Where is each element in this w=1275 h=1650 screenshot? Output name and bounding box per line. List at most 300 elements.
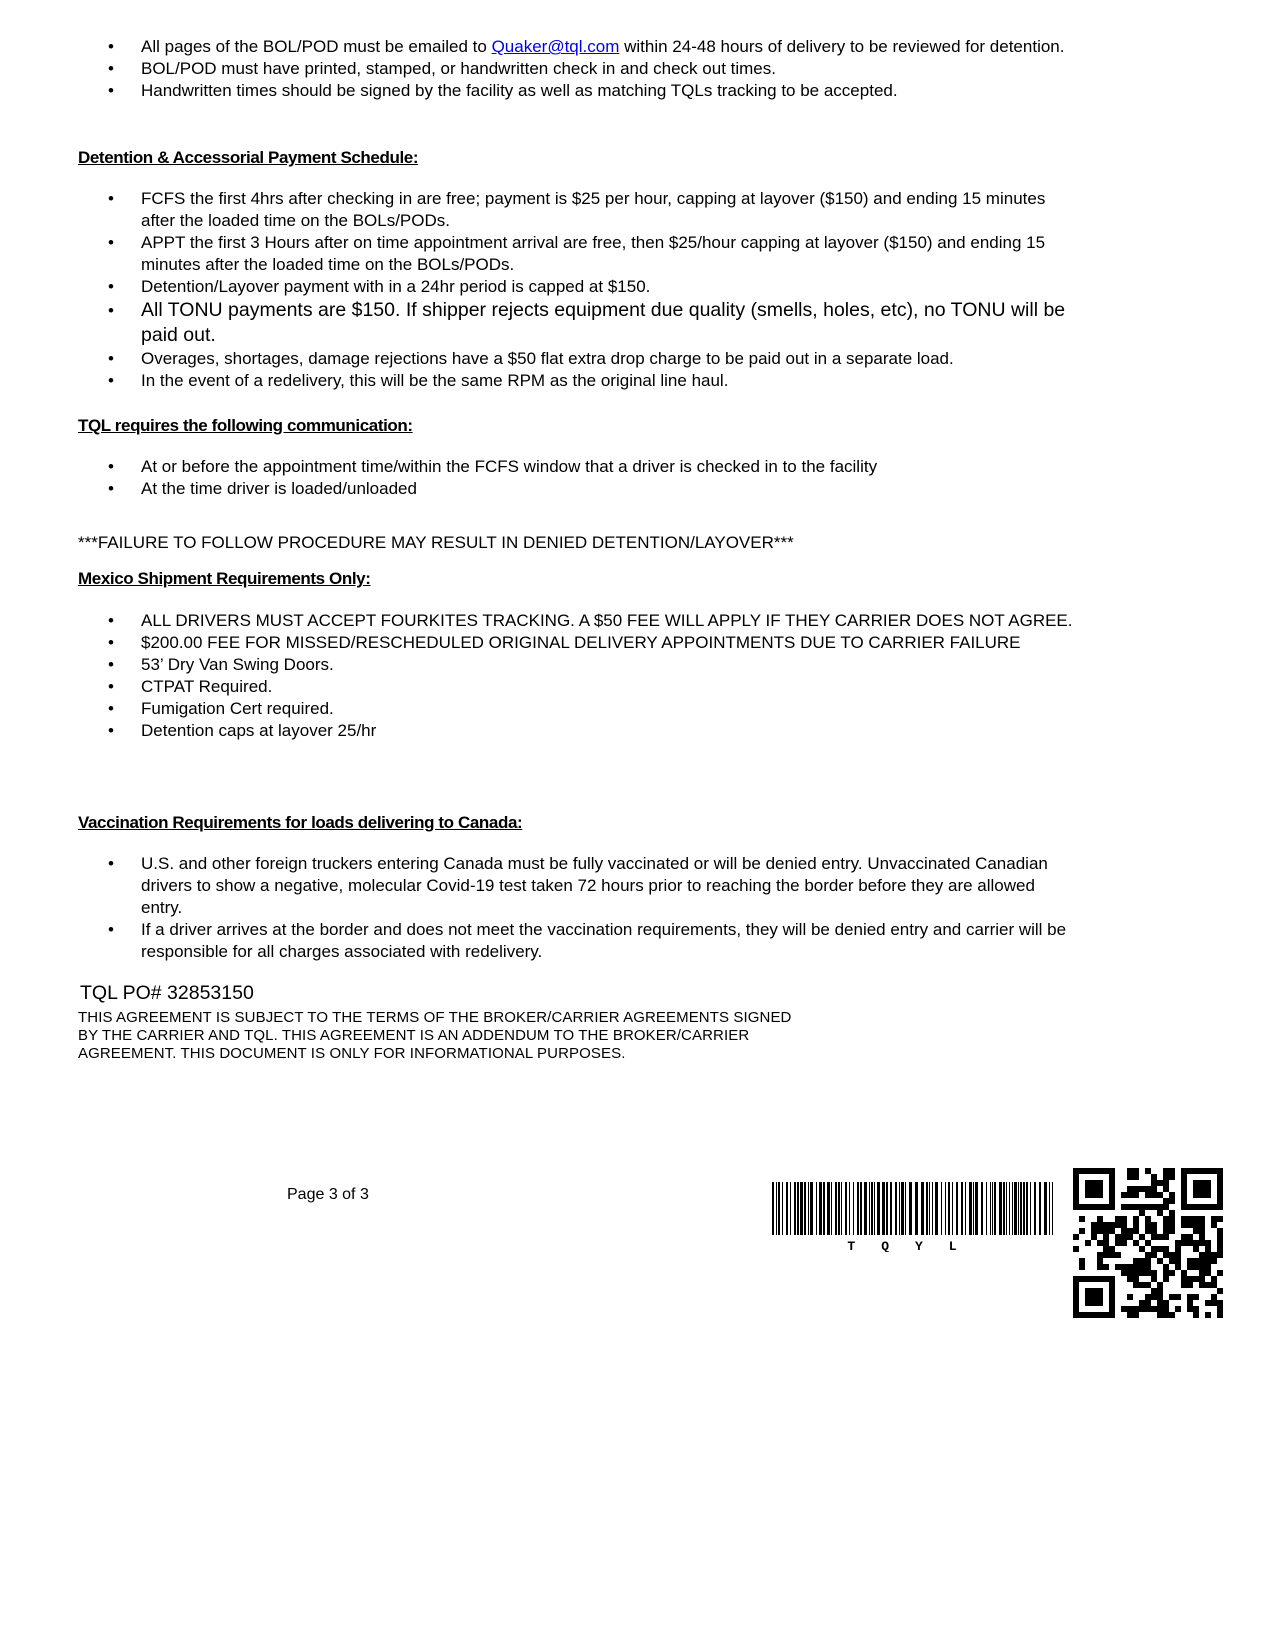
qr-module bbox=[1163, 1168, 1169, 1174]
qr-module bbox=[1139, 1300, 1145, 1306]
qr-module bbox=[1169, 1174, 1175, 1180]
qr-module bbox=[1193, 1276, 1199, 1282]
qr-module bbox=[1091, 1228, 1097, 1234]
mexico-list bbox=[79, 610, 1079, 742]
qr-module bbox=[1109, 1288, 1115, 1294]
qr-module bbox=[1217, 1252, 1223, 1258]
qr-module bbox=[1109, 1312, 1115, 1318]
qr-module bbox=[1133, 1312, 1139, 1318]
qr-module bbox=[1073, 1306, 1079, 1312]
qr-module bbox=[1181, 1270, 1187, 1276]
barcode-bar bbox=[849, 1182, 850, 1235]
qr-module bbox=[1133, 1264, 1139, 1270]
qr-module bbox=[1151, 1270, 1157, 1276]
qr-module bbox=[1181, 1204, 1187, 1210]
qr-module bbox=[1085, 1186, 1091, 1192]
qr-module bbox=[1217, 1192, 1223, 1198]
qr-module bbox=[1145, 1282, 1151, 1288]
qr-module bbox=[1103, 1228, 1109, 1234]
qr-module bbox=[1133, 1270, 1139, 1276]
qr-module bbox=[1217, 1300, 1223, 1306]
qr-module bbox=[1151, 1234, 1157, 1240]
barcode-bar bbox=[790, 1182, 791, 1235]
qr-module bbox=[1121, 1228, 1127, 1234]
qr-module bbox=[1121, 1240, 1127, 1246]
qr-module bbox=[1187, 1282, 1193, 1288]
qr-module bbox=[1163, 1204, 1169, 1210]
qr-module bbox=[1085, 1240, 1091, 1246]
barcode-bar bbox=[827, 1182, 830, 1235]
qr-module bbox=[1109, 1306, 1115, 1312]
barcode-bar bbox=[1030, 1182, 1031, 1235]
qr-module bbox=[1151, 1204, 1157, 1210]
qr-module bbox=[1157, 1210, 1163, 1216]
qr-module bbox=[1115, 1252, 1121, 1258]
qr-module bbox=[1079, 1228, 1085, 1234]
list-item: • At the time driver is loaded/unloaded bbox=[79, 478, 1079, 500]
qr-module bbox=[1097, 1216, 1103, 1222]
qr-module bbox=[1127, 1294, 1133, 1300]
qr-module bbox=[1073, 1234, 1079, 1240]
qr-module bbox=[1181, 1186, 1187, 1192]
qr-module bbox=[1103, 1312, 1109, 1318]
qr-module bbox=[1103, 1168, 1109, 1174]
qr-module bbox=[1085, 1204, 1091, 1210]
barcode-bar bbox=[1023, 1182, 1025, 1235]
qr-module bbox=[1079, 1312, 1085, 1318]
barcode-bar bbox=[886, 1182, 888, 1235]
qr-module bbox=[1193, 1240, 1199, 1246]
barcode-bar bbox=[994, 1182, 996, 1235]
qr-module bbox=[1193, 1306, 1199, 1312]
qr-module bbox=[1211, 1294, 1217, 1300]
qr-module bbox=[1133, 1168, 1139, 1174]
qr-module bbox=[1199, 1192, 1205, 1198]
qr-module bbox=[1193, 1216, 1199, 1222]
qr-module bbox=[1121, 1216, 1127, 1222]
qr-module bbox=[1139, 1186, 1145, 1192]
qr-module bbox=[1157, 1300, 1163, 1306]
qr-module bbox=[1205, 1264, 1211, 1270]
qr-module bbox=[1085, 1300, 1091, 1306]
qr-module bbox=[1145, 1222, 1151, 1228]
qr-module bbox=[1103, 1222, 1109, 1228]
detention-heading: Detention & Accessorial Payment Schedule: bbox=[78, 148, 419, 167]
qr-module bbox=[1151, 1252, 1157, 1258]
barcode-bar bbox=[932, 1182, 933, 1235]
qr-module bbox=[1163, 1300, 1169, 1306]
qr-module bbox=[1145, 1204, 1151, 1210]
qr-module bbox=[1217, 1186, 1223, 1192]
list-item: • All TONU payments are $150. If shipper rejects equipment due quality (smells, holes, etc), no TONU will be paid out. bbox=[79, 298, 1079, 348]
qr-module bbox=[1181, 1234, 1187, 1240]
qr-module bbox=[1115, 1216, 1121, 1222]
canada-list bbox=[79, 853, 1079, 963]
qr-module bbox=[1187, 1276, 1193, 1282]
qr-module bbox=[1217, 1216, 1223, 1222]
qr-module bbox=[1073, 1246, 1079, 1252]
qr-module bbox=[1073, 1312, 1079, 1318]
qr-module bbox=[1187, 1264, 1193, 1270]
qr-module bbox=[1097, 1222, 1103, 1228]
qr-module bbox=[1175, 1306, 1181, 1312]
qr-module bbox=[1109, 1228, 1115, 1234]
qr-module bbox=[1079, 1216, 1085, 1222]
qr-module bbox=[1109, 1198, 1115, 1204]
qr-module bbox=[1091, 1234, 1097, 1240]
qr-module bbox=[1181, 1168, 1187, 1174]
qr-module bbox=[1145, 1192, 1151, 1198]
barcode-bar bbox=[877, 1182, 880, 1235]
qr-module bbox=[1157, 1258, 1163, 1264]
qr-module bbox=[1211, 1168, 1217, 1174]
qr-module bbox=[1175, 1264, 1181, 1270]
qr-module bbox=[1079, 1276, 1085, 1282]
qr-module bbox=[1097, 1240, 1103, 1246]
barcode-bar bbox=[929, 1182, 930, 1235]
qr-module bbox=[1127, 1234, 1133, 1240]
qr-module bbox=[1211, 1216, 1217, 1222]
qr-module bbox=[1151, 1276, 1157, 1282]
qr-module bbox=[1085, 1288, 1091, 1294]
qr-module bbox=[1103, 1264, 1109, 1270]
qr-module bbox=[1127, 1168, 1133, 1174]
barcode-bars bbox=[772, 1182, 1053, 1235]
barcode-bar bbox=[841, 1182, 842, 1235]
qr-module bbox=[1109, 1276, 1115, 1282]
qr-module bbox=[1217, 1198, 1223, 1204]
qr-module bbox=[1097, 1180, 1103, 1186]
qr-module bbox=[1157, 1246, 1163, 1252]
communication-heading: TQL requires the following communication: bbox=[78, 416, 413, 435]
list-item: • ALL DRIVERS MUST ACCEPT FOURKITES TRACKING. A $50 FEE WILL APPLY IF THEY CARRIER DOES NOT AGREE. bbox=[79, 610, 1079, 632]
qr-module bbox=[1199, 1180, 1205, 1186]
qr-module bbox=[1169, 1198, 1175, 1204]
qr-module bbox=[1103, 1252, 1109, 1258]
qr-module bbox=[1157, 1306, 1163, 1312]
qr-module bbox=[1097, 1204, 1103, 1210]
qr-module bbox=[1193, 1258, 1199, 1264]
qr-module bbox=[1181, 1240, 1187, 1246]
qr-module bbox=[1217, 1228, 1223, 1234]
qr-module bbox=[1139, 1210, 1145, 1216]
qr-module bbox=[1163, 1222, 1169, 1228]
qr-module bbox=[1097, 1192, 1103, 1198]
barcode-bar bbox=[845, 1182, 847, 1235]
qr-module bbox=[1127, 1192, 1133, 1198]
qr-module bbox=[1097, 1228, 1103, 1234]
list-item: • CTPAT Required. bbox=[79, 676, 1079, 698]
qr-module bbox=[1199, 1276, 1205, 1282]
qr-module bbox=[1199, 1258, 1205, 1264]
qr-module bbox=[1151, 1222, 1157, 1228]
qr-module bbox=[1205, 1192, 1211, 1198]
qr-module bbox=[1169, 1168, 1175, 1174]
barcode-bar bbox=[864, 1182, 867, 1235]
qr-module bbox=[1151, 1306, 1157, 1312]
qr-module bbox=[1097, 1252, 1103, 1258]
qr-module bbox=[1073, 1198, 1079, 1204]
qr-module bbox=[1169, 1294, 1175, 1300]
qr-module bbox=[1187, 1216, 1193, 1222]
qr-module bbox=[1163, 1264, 1169, 1270]
qr-module bbox=[1205, 1300, 1211, 1306]
list-item: • Fumigation Cert required. bbox=[79, 698, 1079, 720]
qr-module bbox=[1217, 1180, 1223, 1186]
barcode-bar bbox=[956, 1182, 958, 1235]
barcode-bar bbox=[926, 1182, 928, 1235]
qr-module bbox=[1109, 1252, 1115, 1258]
qr-module bbox=[1193, 1180, 1199, 1186]
qr-module bbox=[1073, 1180, 1079, 1186]
qr-module bbox=[1205, 1312, 1211, 1318]
qr-module bbox=[1085, 1312, 1091, 1318]
qr-module bbox=[1133, 1306, 1139, 1312]
qr-module bbox=[1163, 1276, 1169, 1282]
qr-module bbox=[1145, 1258, 1151, 1264]
qr-module bbox=[1127, 1228, 1133, 1234]
qr-module bbox=[1199, 1270, 1205, 1276]
barcode-bar bbox=[890, 1182, 892, 1235]
qr-module bbox=[1175, 1294, 1181, 1300]
qr-module bbox=[1133, 1228, 1139, 1234]
qr-module bbox=[1193, 1264, 1199, 1270]
qr-module bbox=[1073, 1282, 1079, 1288]
qr-module bbox=[1097, 1312, 1103, 1318]
qr-module bbox=[1139, 1282, 1145, 1288]
qr-module bbox=[1163, 1234, 1169, 1240]
barcode-bar bbox=[1026, 1182, 1028, 1235]
qr-module bbox=[1097, 1300, 1103, 1306]
qr-module bbox=[1205, 1204, 1211, 1210]
qr-module bbox=[1145, 1168, 1151, 1174]
qr-module bbox=[1127, 1174, 1133, 1180]
qr-module bbox=[1217, 1174, 1223, 1180]
qr-module bbox=[1199, 1234, 1205, 1240]
barcode-bar bbox=[808, 1182, 809, 1235]
list-item: • At or before the appointment time/within the FCFS window that a driver is checked in to the facility bbox=[79, 456, 1079, 478]
qr-module bbox=[1139, 1234, 1145, 1240]
qr-module bbox=[1109, 1168, 1115, 1174]
qr-module bbox=[1109, 1204, 1115, 1210]
qr-module bbox=[1121, 1192, 1127, 1198]
qr-module bbox=[1085, 1192, 1091, 1198]
qr-module bbox=[1091, 1180, 1097, 1186]
barcode-bar bbox=[935, 1182, 938, 1235]
qr-module bbox=[1169, 1252, 1175, 1258]
qr-module bbox=[1163, 1228, 1169, 1234]
barcode-bar bbox=[961, 1182, 963, 1235]
qr-module bbox=[1157, 1192, 1163, 1198]
qr-module bbox=[1181, 1282, 1187, 1288]
barcode-bar bbox=[948, 1182, 950, 1235]
qr-module bbox=[1085, 1168, 1091, 1174]
qr-module bbox=[1097, 1288, 1103, 1294]
qr-module bbox=[1181, 1192, 1187, 1198]
detention-list bbox=[79, 188, 1079, 392]
qr-module bbox=[1073, 1192, 1079, 1198]
qr-module bbox=[1091, 1168, 1097, 1174]
qr-module bbox=[1139, 1258, 1145, 1264]
qr-module bbox=[1115, 1264, 1121, 1270]
qr-module bbox=[1145, 1264, 1151, 1270]
qr-module bbox=[1169, 1210, 1175, 1216]
qr-module bbox=[1145, 1216, 1151, 1222]
qr-module bbox=[1175, 1252, 1181, 1258]
qr-module bbox=[1163, 1216, 1169, 1222]
list-item: • In the event of a redelivery, this will be the same RPM as the original line haul. bbox=[79, 370, 1079, 392]
qr-module bbox=[1181, 1222, 1187, 1228]
barcode-bar bbox=[1012, 1182, 1013, 1235]
qr-module bbox=[1085, 1276, 1091, 1282]
qr-module bbox=[1079, 1264, 1085, 1270]
barcode-bar bbox=[776, 1182, 777, 1235]
list-item: • Detention/Layover payment with in a 24hr period is capped at $150. bbox=[79, 276, 1079, 298]
qr-module bbox=[1169, 1222, 1175, 1228]
qr-module bbox=[1139, 1264, 1145, 1270]
qr-module bbox=[1187, 1168, 1193, 1174]
barcode-bar bbox=[986, 1182, 987, 1235]
qr-module bbox=[1205, 1180, 1211, 1186]
qr-module bbox=[1073, 1276, 1079, 1282]
qr-module bbox=[1211, 1282, 1217, 1288]
qr-code-image bbox=[1073, 1168, 1223, 1318]
qr-module bbox=[1199, 1240, 1205, 1246]
qr-module bbox=[1115, 1222, 1121, 1228]
qr-module bbox=[1157, 1282, 1163, 1288]
qr-module bbox=[1193, 1312, 1199, 1318]
qr-module bbox=[1109, 1180, 1115, 1186]
qr-module bbox=[1085, 1294, 1091, 1300]
qr-module bbox=[1211, 1258, 1217, 1264]
barcode-bar bbox=[1003, 1182, 1005, 1235]
barcode-bar bbox=[1020, 1182, 1022, 1235]
barcode-bar bbox=[1039, 1182, 1041, 1235]
email-link[interactable]: Quaker@tql.com bbox=[491, 37, 620, 56]
qr-module bbox=[1217, 1270, 1223, 1276]
qr-module bbox=[1109, 1186, 1115, 1192]
communication-list bbox=[79, 456, 1079, 500]
qr-module bbox=[1103, 1276, 1109, 1282]
qr-module bbox=[1193, 1192, 1199, 1198]
barcode-bar bbox=[772, 1182, 774, 1235]
qr-module bbox=[1181, 1180, 1187, 1186]
qr-module bbox=[1091, 1276, 1097, 1282]
qr-module bbox=[1073, 1294, 1079, 1300]
qr-module bbox=[1187, 1258, 1193, 1264]
qr-module bbox=[1157, 1234, 1163, 1240]
qr-module bbox=[1127, 1312, 1133, 1318]
qr-module bbox=[1151, 1180, 1157, 1186]
qr-module bbox=[1193, 1204, 1199, 1210]
qr-module bbox=[1103, 1204, 1109, 1210]
qr-module bbox=[1103, 1234, 1109, 1240]
qr-module bbox=[1097, 1168, 1103, 1174]
barcode-bar bbox=[981, 1182, 983, 1235]
barcode-text: TQYL bbox=[847, 1239, 983, 1252]
qr-module bbox=[1133, 1222, 1139, 1228]
qr-module bbox=[1097, 1276, 1103, 1282]
barcode-bar bbox=[973, 1182, 974, 1235]
qr-module bbox=[1145, 1306, 1151, 1312]
qr-module bbox=[1157, 1180, 1163, 1186]
qr-module bbox=[1145, 1240, 1151, 1246]
qr-module bbox=[1163, 1270, 1169, 1276]
qr-module bbox=[1109, 1192, 1115, 1198]
qr-module bbox=[1145, 1186, 1151, 1192]
qr-module bbox=[1145, 1270, 1151, 1276]
qr-module bbox=[1193, 1168, 1199, 1174]
qr-module bbox=[1181, 1276, 1187, 1282]
qr-module bbox=[1133, 1276, 1139, 1282]
qr-module bbox=[1127, 1204, 1133, 1210]
barcode-bar bbox=[786, 1182, 788, 1235]
qr-module bbox=[1133, 1192, 1139, 1198]
qr-module bbox=[1187, 1234, 1193, 1240]
qr-module bbox=[1097, 1294, 1103, 1300]
qr-module bbox=[1115, 1240, 1121, 1246]
list-item: • If a driver arrives at the border and does not meet the vaccination requirements, they will be denied entry and carrier will be responsible for all charges associated with redelivery. bbox=[79, 919, 1079, 963]
qr-module bbox=[1205, 1282, 1211, 1288]
barcode-bar bbox=[860, 1182, 862, 1235]
qr-module bbox=[1217, 1246, 1223, 1252]
barcode-bar bbox=[915, 1182, 918, 1235]
qr-module bbox=[1145, 1252, 1151, 1258]
qr-module bbox=[1205, 1240, 1211, 1246]
qr-module bbox=[1157, 1294, 1163, 1300]
qr-module bbox=[1091, 1312, 1097, 1318]
qr-module bbox=[1169, 1312, 1175, 1318]
page-number: Page 3 of 3 bbox=[287, 1186, 369, 1203]
barcode-bar bbox=[838, 1182, 840, 1235]
qr-module bbox=[1103, 1246, 1109, 1252]
barcode-bar bbox=[992, 1182, 993, 1235]
qr-module bbox=[1211, 1276, 1217, 1282]
qr-module bbox=[1181, 1198, 1187, 1204]
barcode-bar bbox=[921, 1182, 924, 1235]
qr-module bbox=[1097, 1186, 1103, 1192]
barcode-bar bbox=[869, 1182, 870, 1235]
qr-module bbox=[1157, 1312, 1163, 1318]
qr-module bbox=[1121, 1222, 1127, 1228]
barcode-bar bbox=[857, 1182, 859, 1235]
qr-module bbox=[1193, 1246, 1199, 1252]
qr-module bbox=[1073, 1186, 1079, 1192]
qr-module bbox=[1199, 1186, 1205, 1192]
qr-module bbox=[1163, 1246, 1169, 1252]
qr-module bbox=[1187, 1204, 1193, 1210]
list-item: • BOL/POD must have printed, stamped, or handwritten check in and check out times. bbox=[79, 58, 1079, 80]
qr-module bbox=[1217, 1306, 1223, 1312]
barcode-bar bbox=[794, 1182, 796, 1235]
barcode-bar bbox=[831, 1182, 832, 1235]
qr-module bbox=[1145, 1294, 1151, 1300]
list-item: • $200.00 FEE FOR MISSED/RESCHEDULED ORIGINAL DELIVERY APPOINTMENTS DUE TO CARRIER FAILURE bbox=[79, 632, 1079, 654]
barcode-bar bbox=[965, 1182, 966, 1235]
qr-module bbox=[1199, 1228, 1205, 1234]
qr-module bbox=[1211, 1300, 1217, 1306]
list-item: • Handwritten times should be signed by the facility as well as matching TQLs tracking to be accepted. bbox=[79, 80, 1079, 102]
barcode-bar bbox=[990, 1182, 991, 1235]
barcode-bar bbox=[835, 1182, 837, 1235]
qr-module bbox=[1193, 1294, 1199, 1300]
barcode-bar bbox=[1006, 1182, 1007, 1235]
qr-module bbox=[1133, 1258, 1139, 1264]
qr-module bbox=[1217, 1240, 1223, 1246]
barcode-bar bbox=[969, 1182, 972, 1235]
qr-module bbox=[1187, 1300, 1193, 1306]
qr-module bbox=[1217, 1234, 1223, 1240]
